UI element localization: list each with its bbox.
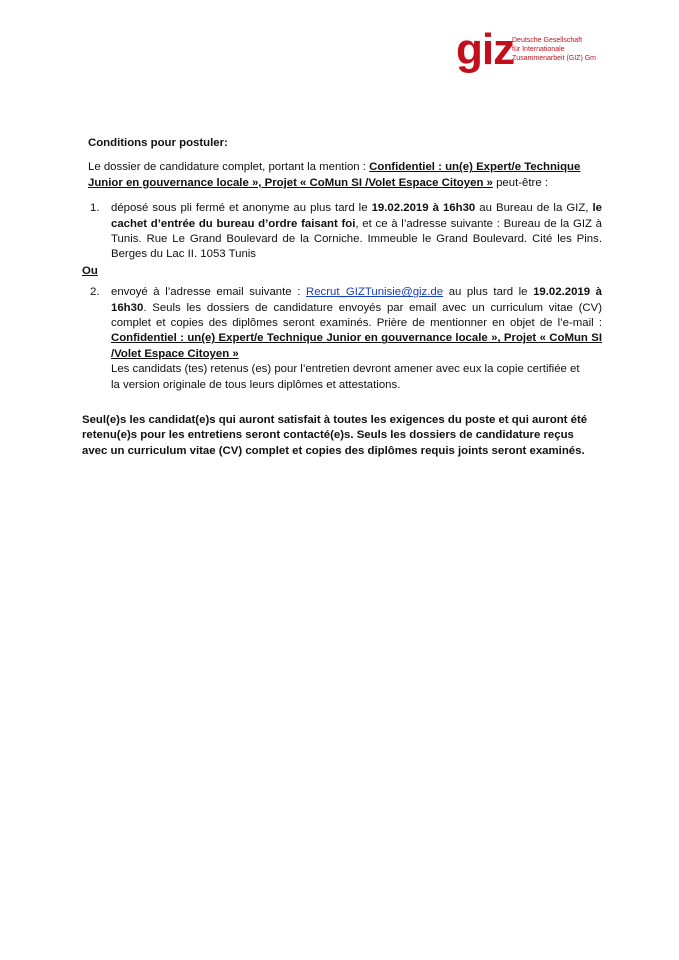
list-item-2 <box>82 285 602 393</box>
item1-stamp-note: le cachet d’entrée du bureau d’ordre faisant foi <box>111 202 602 230</box>
intro-paragraph <box>88 160 602 191</box>
item2-text-2: au plus tard le <box>448 286 528 299</box>
item2-text-1: envoyé à l’adresse email suivante : <box>111 286 301 299</box>
section-heading: Conditions pour postuler: <box>88 137 228 149</box>
conditions-section <box>82 136 602 393</box>
list-item-1 <box>82 201 602 263</box>
giz-logo-text <box>512 36 596 63</box>
intro-text: Le dossier de candidature complet, portant la mention : <box>88 161 366 174</box>
or-separator: Ou <box>82 264 98 277</box>
item2-mention: Confidentiel : un(e) Expert/e Technique Junior en gouvernance locale », Projet « CoMun SI /Volet Espace Citoyen » <box>111 332 602 360</box>
logo-line-1: Deutsche Gesellschaft <box>512 37 583 44</box>
list-number-1: 1. <box>90 202 100 215</box>
item2-line-a: Les candidats (tes) retenus (es) pour l’entretien devront amener avec eux la copie certifiée et <box>111 363 580 376</box>
item1-text-2: au Bureau de la GIZ, <box>479 202 589 215</box>
item1-address: , et ce à l’adresse suivante : Bureau de la GIZ à Tunis. Rue Le Grand Boulevard de la Corniche. Immeuble le Grand Boulevard. Cité les Pins. Berges du Lac II. 1053 Tunis <box>111 217 602 261</box>
item2-line-b: la version originale de tous leurs diplômes et attestations. <box>111 378 401 391</box>
logo-line-3: Zusammenarbeit (GIZ) Gm <box>512 55 597 62</box>
intro-post: peut-être : <box>496 176 548 189</box>
item1-date: 19.02.2019 à 16h30 <box>371 202 476 215</box>
logo-line-2: für Internationale <box>512 46 565 53</box>
list-number-2: 2. <box>90 286 100 299</box>
footer-notice: Seul(e)s les candidat(e)s qui auront satisfait à toutes les exigences du poste et qui auront été retenu(e)s pour les entretiens seront contacté(e)s. Seuls les dossiers de candidature reçus avec un curriculum vitae (CV) complet et copies des diplômes requis joints seront examinés. <box>82 414 588 457</box>
email-link[interactable]: Recrut_GIZTunisie@giz.de <box>305 286 444 299</box>
item2-date: 19.02.2019 à 16h30 <box>111 286 603 314</box>
giz-logo <box>456 25 646 74</box>
item1-text-1: déposé sous pli fermé et anonyme au plus tard le <box>111 202 368 215</box>
intro-mention: Confidentiel : un(e) Expert/e Technique Junior en gouvernance locale », Projet « CoMun SI /Volet Espace Citoyen » <box>88 161 581 189</box>
giz-logo-mark: giz <box>456 25 515 74</box>
item2-text-3: . Seuls les dossiers de candidature envoyés par email avec un curriculum vitae (CV) complet et copies des diplômes seront examinés. Prière de mentionner en objet de l’e-mail : <box>111 301 602 330</box>
